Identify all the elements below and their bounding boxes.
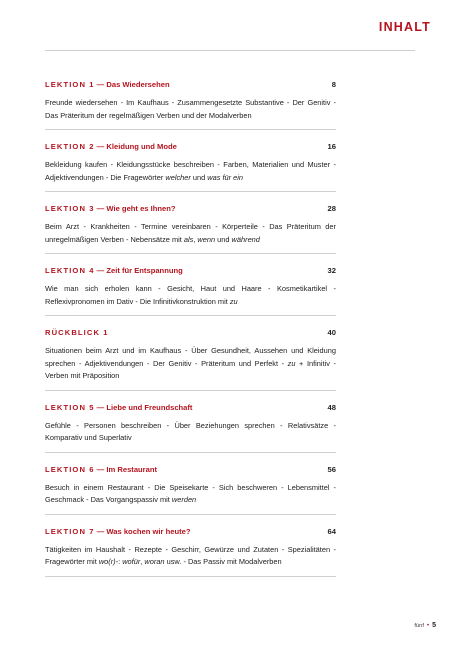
description-italic: als	[183, 234, 194, 244]
lesson-description	[45, 482, 336, 507]
lesson-page-number: 16	[327, 142, 336, 151]
description-text: ,	[193, 234, 198, 244]
lesson-title: Das Wiedersehen	[106, 80, 170, 89]
page-title: INHALT	[378, 20, 431, 34]
toc-entry	[45, 265, 336, 316]
toc-entry-label	[45, 79, 170, 91]
description-text: ,	[140, 557, 145, 566]
lesson-separator: —	[94, 526, 107, 536]
description-text: Tätigkeiten im Haushalt - Rezepte - Geschirr, Gewürze und Zutaten - Spezialitäten - Fragewörter mit	[45, 544, 336, 566]
lesson-title: Was kochen wir heute?	[106, 526, 191, 536]
description-text: und	[215, 234, 232, 244]
lesson-description	[45, 221, 336, 246]
toc-entry-label	[45, 203, 176, 215]
entry-divider	[45, 191, 336, 192]
description-italic: woran	[144, 557, 165, 566]
lesson-page-number: 40	[327, 328, 336, 337]
lesson-separator: —	[94, 142, 107, 151]
table-of-contents	[45, 79, 336, 588]
description-text: usw. - Das Passiv mit Modalverben	[164, 557, 282, 566]
lesson-description	[45, 159, 336, 184]
toc-entry-label	[45, 402, 192, 414]
top-divider	[45, 50, 415, 51]
description-italic: wofür	[122, 557, 141, 566]
entry-divider	[45, 129, 336, 130]
bullet-icon: •	[426, 622, 430, 629]
lesson-page-number: 28	[327, 204, 336, 213]
lesson-separator: —	[94, 266, 107, 275]
lesson-number: LEKTION 7	[45, 526, 95, 536]
page-number-word: fünf	[414, 622, 424, 629]
toc-entry-label	[45, 526, 191, 538]
lesson-number: LEKTION 4	[45, 266, 95, 275]
description-italic: während	[231, 234, 260, 244]
toc-entry-heading	[45, 203, 336, 215]
toc-entry-label	[45, 265, 183, 277]
toc-entry	[45, 526, 336, 577]
description-text: Bekleidung kaufen - Kleidungsstücke beschreiben - Farben, Materialien und Muster - Adjektivendungen - Die Fragewörter	[45, 160, 336, 182]
lesson-separator: —	[94, 464, 107, 474]
toc-entry-label	[45, 141, 177, 153]
page-footer	[414, 622, 436, 629]
lesson-description	[45, 544, 336, 569]
description-italic: zu	[229, 296, 238, 306]
entry-divider	[45, 576, 336, 577]
description-text: Besuch in einem Restaurant - Die Speisekarte - Sich beschweren - Lebensmittel - Geschmack - Das Vorgangspassiv mit	[45, 482, 336, 504]
entry-divider	[45, 390, 336, 391]
lesson-title: Kleidung und Mode	[106, 142, 177, 151]
lesson-number: LEKTION 3	[45, 204, 95, 213]
toc-entry-label	[45, 327, 109, 339]
lesson-description	[45, 283, 336, 308]
toc-entry-heading	[45, 327, 336, 339]
toc-entry-heading	[45, 141, 336, 153]
description-italic: wo(r)-	[98, 557, 119, 566]
lesson-title: Liebe und Freundschaft	[106, 402, 193, 412]
description-italic: welcher	[165, 172, 191, 182]
lesson-number: RÜCKBLICK 1	[45, 328, 109, 337]
toc-entry	[45, 79, 336, 130]
toc-entry-label	[45, 464, 157, 476]
lesson-title: Wie geht es Ihnen?	[106, 204, 176, 213]
lesson-page-number: 48	[327, 402, 336, 412]
toc-entry-heading	[45, 265, 336, 277]
description-text: Gefühle - Personen beschreiben - Über Beziehungen sprechen - Relativsätze - Komparativ und Superlativ	[45, 420, 336, 442]
lesson-number: LEKTION 2	[45, 142, 95, 151]
description-italic: was für ein	[207, 172, 244, 182]
toc-entry	[45, 141, 336, 192]
toc-entry-heading	[45, 402, 336, 414]
entry-divider	[45, 514, 336, 515]
lesson-number: LEKTION 5	[45, 402, 95, 412]
description-italic: werden	[171, 495, 197, 504]
description-text: + Infinitiv - Verben mit Präposition	[45, 358, 336, 380]
entry-divider	[45, 452, 336, 453]
lesson-separator: —	[94, 402, 107, 412]
description-text: Freunde wiedersehen - Im Kaufhaus - Zusammengesetzte Substantive - Der Genitiv - Das Präteritum der regelmäßigen Verben und der Modalverben	[45, 98, 336, 120]
toc-entry	[45, 203, 336, 254]
lesson-separator: —	[94, 80, 107, 89]
entry-divider	[45, 315, 336, 316]
toc-entry	[45, 464, 336, 515]
description-text: Beim Arzt - Krankheiten - Termine vereinbaren - Körperteile - Das Präteritum der unregelmäßigen Verben - Nebensätze mit	[45, 222, 336, 244]
toc-entry-heading	[45, 464, 336, 476]
lesson-description	[45, 420, 336, 445]
toc-entry	[45, 402, 336, 453]
description-text: :	[118, 557, 123, 566]
lesson-title: Zeit für Entspannung	[106, 266, 183, 275]
lesson-page-number: 56	[327, 464, 336, 474]
lesson-page-number: 32	[327, 266, 336, 275]
lesson-title: Im Restaurant	[106, 464, 158, 474]
lesson-number: LEKTION 1	[45, 80, 95, 89]
toc-entry-heading	[45, 79, 336, 91]
description-text: Wie man sich erholen kann - Gesicht, Haut und Haare - Kosmetikartikel - Reflexivpronomen im Dativ - Die Infinitivkonstruktion mit	[45, 284, 336, 306]
description-text: und	[190, 172, 208, 182]
entry-divider	[45, 253, 336, 254]
description-text: Situationen beim Arzt und im Kaufhaus - Über Gesundheit, Aussehen und Kleidung sprechen - Adjektivendungen - Der Genitiv - Präteritum und Perfekt -	[45, 346, 336, 368]
lesson-number: LEKTION 6	[45, 464, 95, 474]
toc-entry	[45, 327, 336, 391]
lesson-description	[45, 97, 336, 122]
lesson-description	[45, 345, 336, 383]
page-number: 5	[432, 622, 436, 629]
toc-entry-heading	[45, 526, 336, 538]
description-italic: wenn	[197, 234, 216, 244]
description-italic: zu	[287, 358, 296, 368]
lesson-page-number: 8	[331, 80, 336, 89]
lesson-separator: —	[94, 204, 107, 213]
lesson-page-number: 64	[327, 526, 336, 536]
